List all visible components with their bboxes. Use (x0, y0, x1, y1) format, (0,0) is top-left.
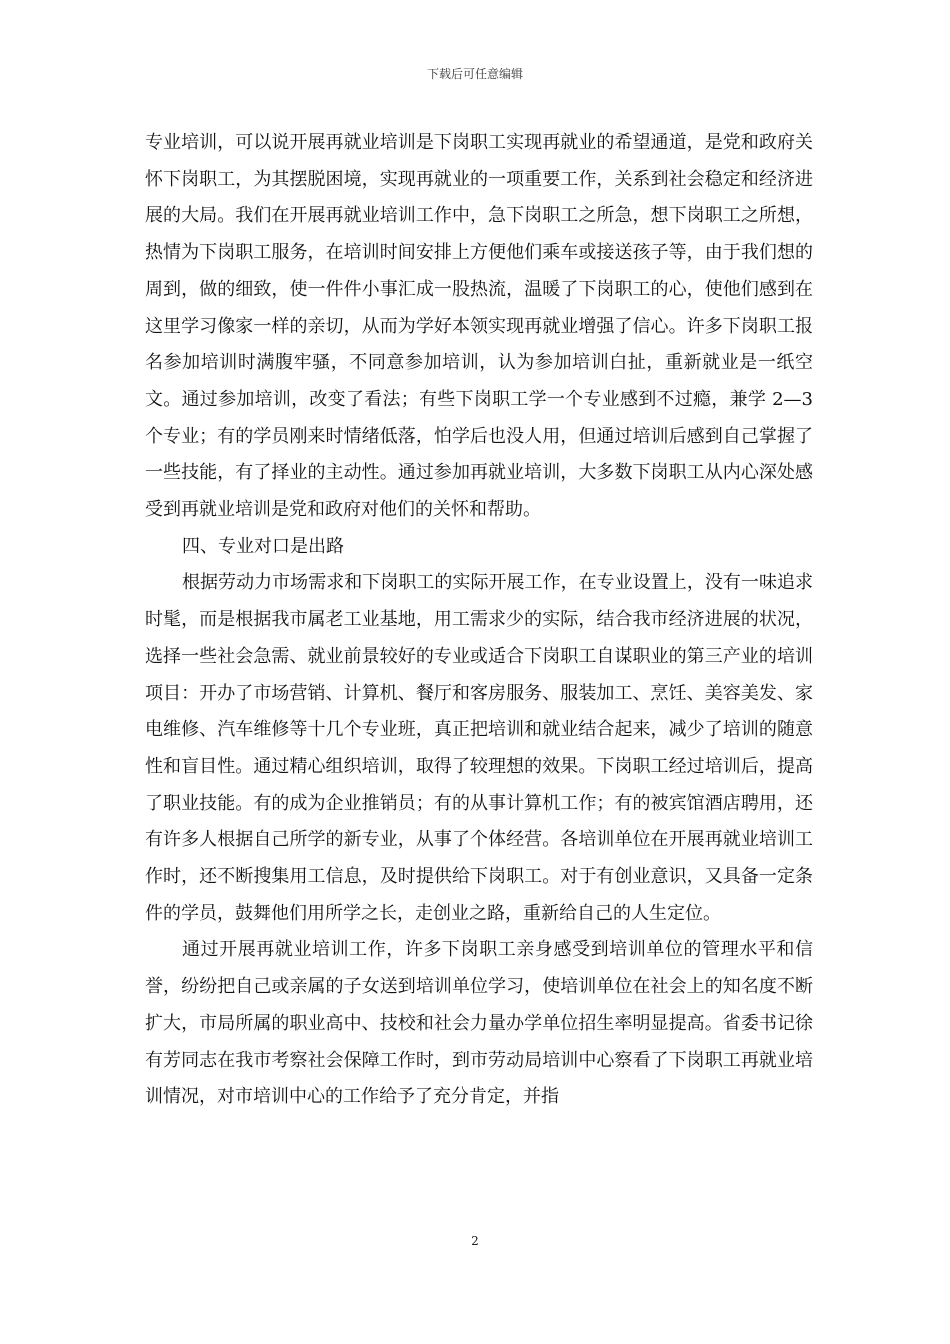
document-body (145, 125, 813, 1116)
paragraph-results: 通过开展再就业培训工作，许多下岗职工亲身感受到培训单位的管理水平和信誉，纷纷把自己或亲属的子女送到培训单位学习，使培训单位在社会上的知名度不断扩大，市局所属的职业高中、技校和社会力量办学单位招生率明显提高。省委书记徐有芳同志在我市考察社会保障工作时，到市劳动局培训中心察看了下岗职工再就业培训情况，对市培训中心的工作给予了充分肯定，并指 (145, 939, 813, 1108)
section-heading: 四、专业对口是出路 (182, 535, 344, 557)
page-number: 2 (471, 1234, 479, 1248)
page-header: 下载后可任意编辑 (426, 67, 523, 81)
paragraph-continuation: 专业培训，可以说开展再就业培训是下岗职工实现再就业的希望通道，是党和政府关怀下岗职工，为其摆脱困境，实现再就业的一项重要工作，关系到社会稳定和经济进展的大局。我们在开展再就业培训工作中，急下岗职工之所急，想下岗职工之所想，热情为下岗职工服务，在培训时间安排上方便他们乘车或接送孩子等，由于我们想的周到，做的细致，使一件件小事汇成一股热流，温暖了下岗职工的心，使他们感到在这里学习像家一样的亲切，从而为学好本领实现再就业增强了信心。许多下岗职工报名参加培训时满腹牢骚，不同意参加培训，认为参加培训白扯，重新就业是一纸空文。通过参加培训，改变了看法；有些下岗职工学一个专业感到不过瘾，兼学 2—3 个专业；有的学员刚来时情绪低落，怕学后也没人用，但通过培训后感到自己掌握了一些技能，有了择业的主动性。通过参加再就业培训，大多数下岗职工从内心深处感受到再就业培训是党和政府对他们的关怀和帮助。 (145, 132, 813, 521)
paragraph-specialty: 根据劳动力市场需求和下岗职工的实际开展工作，在专业设置上，没有一味追求时髦，而是根据我市属老工业基地，用工需求少的实际，结合我市经济进展的状况，选择一些社会急需、就业前景较好的专业或适合下岗职工自谋职业的第三产业的培训项目：开办了市场营销、计算机、餐厅和客房服务、服装加工、烹饪、美容美发、家电维修、汽车维修等十几个专业班，真正把培训和就业结合起来，减少了培训的随意性和盲目性。通过精心组织培训，取得了较理想的效果。下岗职工经过培训后，提高了职业技能。有的成为企业推销员；有的从事计算机工作；有的被宾馆酒店聘用，还有许多人根据自己所学的新专业，从事了个体经营。各培训单位在开展再就业培训工作时，还不断搜集用工信息，及时提供给下岗职工。对于有创业意识，又具备一定条件的学员，鼓舞他们用所学之长，走创业之路，重新给自己的人生定位。 (145, 572, 813, 924)
